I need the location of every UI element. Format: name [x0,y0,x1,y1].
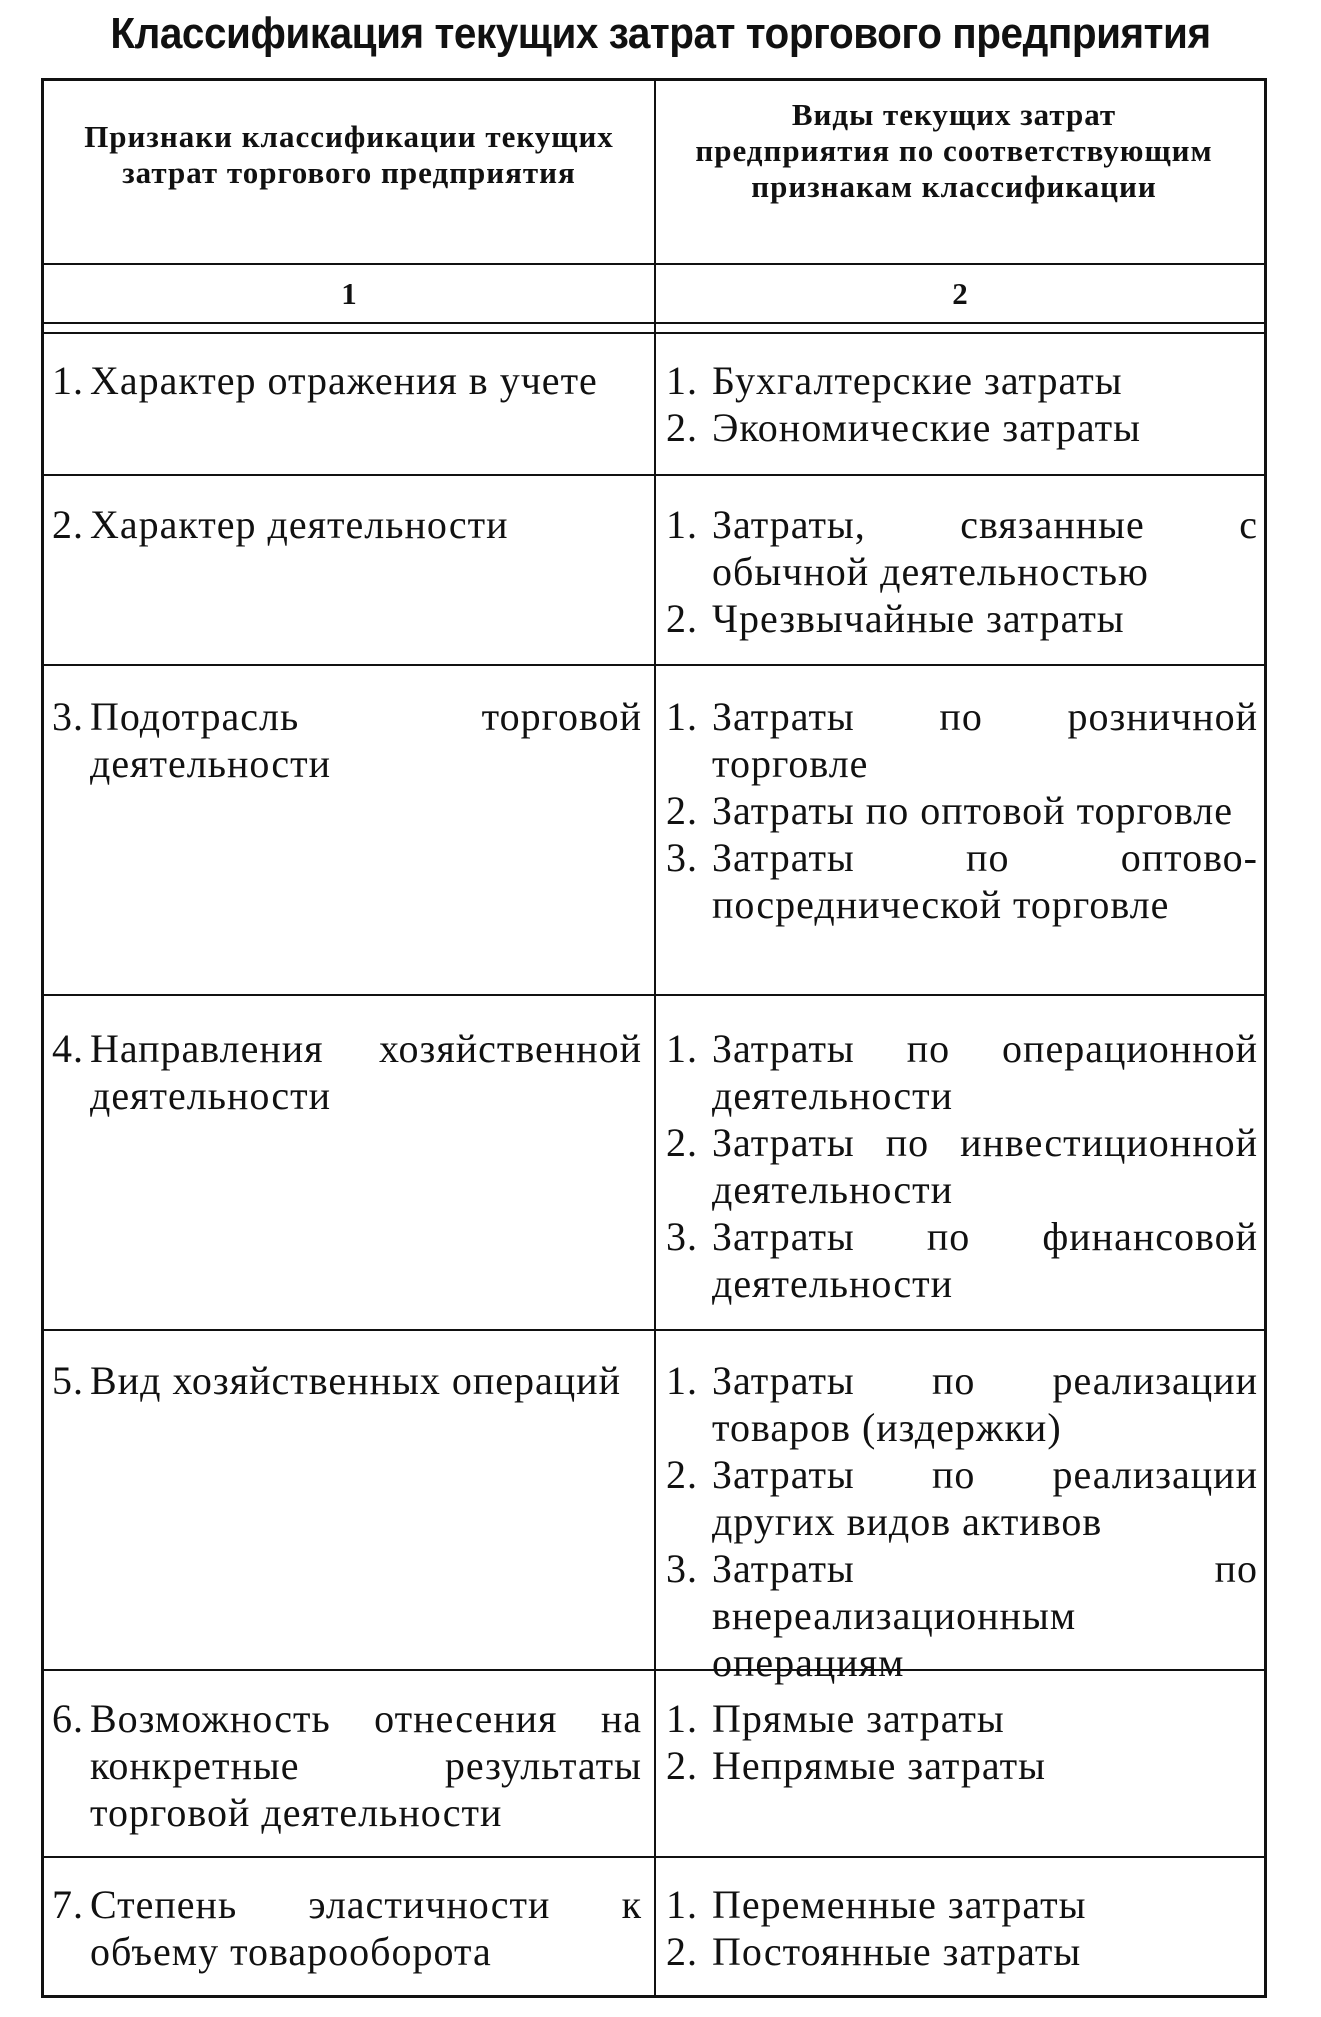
item-number: 1. [666,694,698,739]
list-item [666,1545,1258,1686]
item-text: Затраты по операционной деятельности [712,1026,1258,1118]
item-number: 2. [666,1743,698,1788]
item-number: 1. [666,1358,698,1403]
list-item [666,1928,1258,1975]
criterion-text: Степень эластичности к объему товарооборота [90,1882,642,1974]
list-item [666,1213,1258,1307]
item-number: 2. [666,788,698,833]
column-divider [654,81,656,1995]
criterion-text: Характер отражения в учете [90,358,598,403]
item-text: Экономические затраты [712,405,1141,450]
page-title: Классификация текущих затрат торгового предприятия [110,9,1211,58]
item-number: 1. [666,1882,698,1927]
list-item [666,1357,1258,1451]
table-row-7-criterion [44,1881,642,1975]
criterion-number: 4. [52,1026,84,1071]
item-number: 1. [666,1696,698,1741]
item-number: 3. [666,835,698,880]
row-divider [44,1329,1264,1331]
item-number: 3. [666,1546,698,1591]
table-row-5-types [666,1357,1258,1686]
criterion-text: Характер деятельности [90,502,509,547]
table-row-3-types [666,693,1258,928]
item-text: Постоянные затраты [712,1929,1082,1974]
item-number: 1. [666,358,698,403]
item-text: Затраты по розничной торговле [712,694,1258,786]
list-item [666,501,1258,595]
item-text: Затраты по оптово-посреднической торговле [712,835,1258,927]
classification-table [41,78,1267,1998]
list-item [666,787,1258,834]
criterion-text: Направления хозяйственной деятельности [90,1026,642,1118]
criterion-number: 7. [52,1882,84,1927]
item-number: 2. [666,1929,698,1974]
list-item [666,1025,1258,1119]
list-item [666,1451,1258,1545]
item-number: 2. [666,1120,698,1165]
column-number-divider-bottom [44,332,1264,334]
table-row-6-types [666,1695,1258,1789]
criterion-text: Возможность отнесения на конкретные результаты торговой деятельности [90,1696,642,1835]
table-row-6-criterion [44,1695,642,1836]
criterion-number: 2. [52,502,84,547]
item-number: 1. [666,502,698,547]
item-text: Затраты по реализации товаров (издержки) [712,1358,1258,1450]
list-item [666,404,1258,451]
table-row-4-criterion [44,1025,642,1119]
list-item [666,834,1258,928]
criterion-number: 3. [52,694,84,739]
item-number: 1. [666,1026,698,1071]
column-number-1: 1 [341,276,357,311]
item-text: Затраты по внереализационным операциям [712,1546,1258,1685]
table-row-3-criterion [44,693,642,787]
table-row-1-criterion [44,357,642,404]
table-row-4-types [666,1025,1258,1307]
list-item [666,1881,1258,1928]
item-number: 2. [666,596,698,641]
item-text: Переменные затраты [712,1882,1087,1927]
list-item [666,1742,1258,1789]
criterion-text: Вид хозяйственных операций [90,1358,621,1403]
list-item [666,1695,1258,1742]
list-item [666,1119,1258,1213]
item-text: Затраты по оптовой торговле [712,788,1234,833]
criterion-number: 6. [52,1696,84,1741]
item-number: 3. [666,1214,698,1259]
item-text: Затраты по финансовой деятельности [712,1214,1258,1306]
header-col2: Виды текущих затрат предприятия по соответствующим признакам классификации [695,97,1213,204]
item-text: Бухгалтерские затраты [712,358,1123,403]
table-row-2-criterion [44,501,642,548]
row-divider [44,664,1264,666]
item-number: 2. [666,405,698,450]
list-item [666,693,1258,787]
table-row-5-criterion [44,1357,642,1404]
item-number: 2. [666,1452,698,1497]
column-number-2: 2 [952,276,968,311]
row-divider [44,994,1264,996]
row-divider [44,1856,1264,1858]
item-text: Затраты, связанные с обычной деятельностью [712,502,1258,594]
criterion-text: Подотрасль торговой деятельности [90,694,642,786]
item-text: Прямые затраты [712,1696,1005,1741]
item-text: Затраты по инвестиционной деятельности [712,1120,1258,1212]
column-number-divider-top [44,322,1264,324]
item-text: Непрямые затраты [712,1743,1046,1788]
item-text: Затраты по реализации других видов активов [712,1452,1258,1544]
table-row-7-types [666,1881,1258,1975]
item-text: Чрезвычайные затраты [712,596,1125,641]
row-divider [44,474,1264,476]
table-row-2-types [666,501,1258,642]
table-row-1-types [666,357,1258,451]
list-item [666,357,1258,404]
criterion-number: 5. [52,1358,84,1403]
criterion-number: 1. [52,358,84,403]
list-item [666,595,1258,642]
header-col1: Признаки классификации текущих затрат торгового предприятия [84,119,614,190]
